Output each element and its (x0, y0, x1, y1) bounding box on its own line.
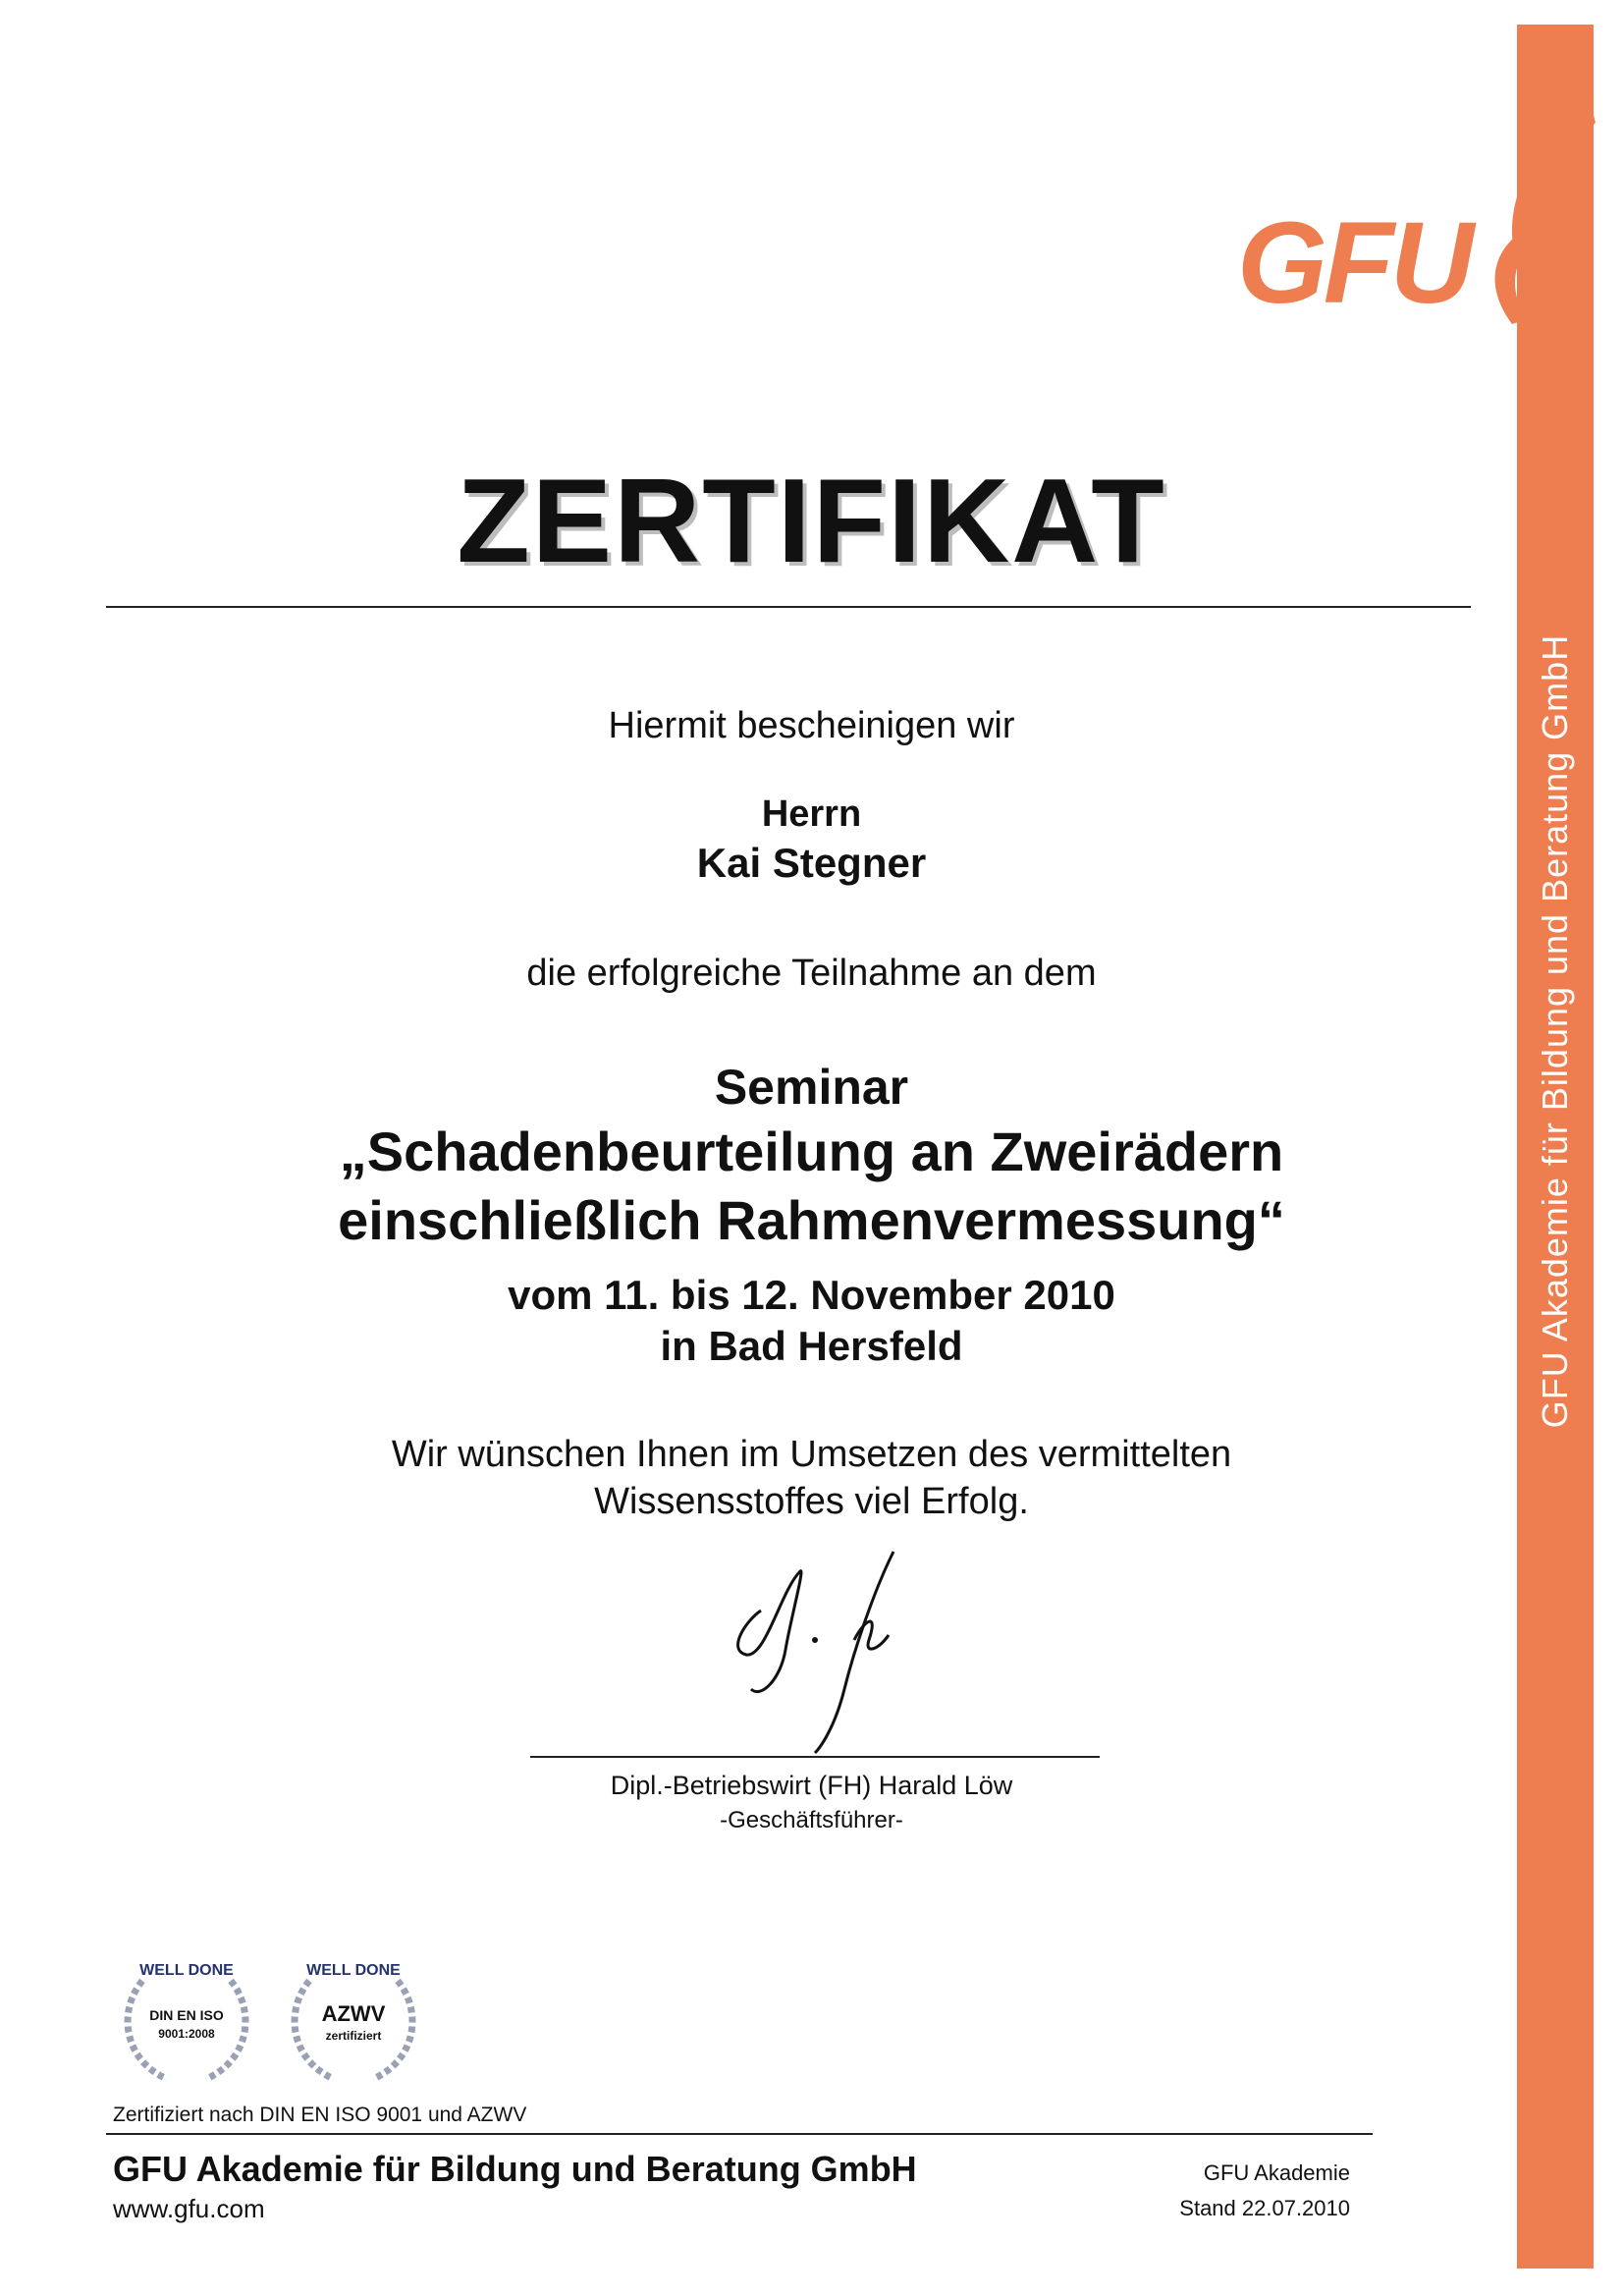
course-title-line1: „Schadenbeurteilung an Zweirädern (339, 1121, 1284, 1182)
certificate-title: ZERTIFIKAT (457, 454, 1166, 587)
footer-url: www.gfu.com (113, 2194, 265, 2223)
footer-right-line2: Stand 22.07.2010 (1179, 2196, 1350, 2220)
wish-line1: Wir wünschen Ihnen im Umsetzen des vermittelten (391, 1434, 1232, 1475)
certification-note: Zertifiziert nach DIN EN ISO 9001 und AZWV (113, 2104, 527, 2126)
seal-top-text: WELL DONE (306, 1962, 401, 1979)
footer-right-line1: GFU Akademie (1203, 2160, 1350, 2185)
seal-line2: zertifiziert (325, 2029, 382, 2043)
wish-line2: Wissensstoffes viel Erfolg. (594, 1481, 1029, 1522)
seal-line1: DIN EN ISO (149, 2007, 224, 2023)
gfu-logo-swoosh-icon (1473, 98, 1600, 452)
recipient-name: Kai Stegner (696, 840, 927, 886)
gfu-logo-text: GFU (1237, 198, 1471, 328)
course-date: vom 11. bis 12. November 2010 (508, 1272, 1115, 1318)
footer-divider (106, 2133, 1373, 2135)
participation-text: die erfolgreiche Teilnahme an dem (526, 953, 1097, 994)
iso-seal (113, 1956, 260, 2094)
seal-top-text: WELL DONE (139, 1962, 234, 1979)
signature-drawing (707, 1532, 943, 1768)
signatory-name: Dipl.-Betriebswirt (FH) Harald Löw (610, 1771, 1013, 1800)
signatory-role: -Geschäftsführer- (720, 1807, 903, 1833)
title-divider (106, 606, 1471, 608)
footer-company-name: GFU Akademie für Bildung und Beratung GmbH (113, 2149, 917, 2189)
azwv-seal (280, 1956, 427, 2094)
course-title-line2: einschließlich Rahmenvermessung“ (338, 1189, 1285, 1251)
seal-line2: 9001:2008 (158, 2027, 215, 2041)
signature-line (530, 1756, 1100, 1758)
salutation: Herrn (761, 793, 862, 835)
seminar-label: Seminar (714, 1060, 909, 1115)
side-company-text: GFU Akademie für Bildung und Beratung GmbH (1535, 633, 1575, 1429)
course-location: in Bad Hersfeld (660, 1323, 963, 1369)
seal-line1: AZWV (321, 2001, 386, 2026)
intro-text: Hiermit bescheinigen wir (608, 705, 1015, 746)
